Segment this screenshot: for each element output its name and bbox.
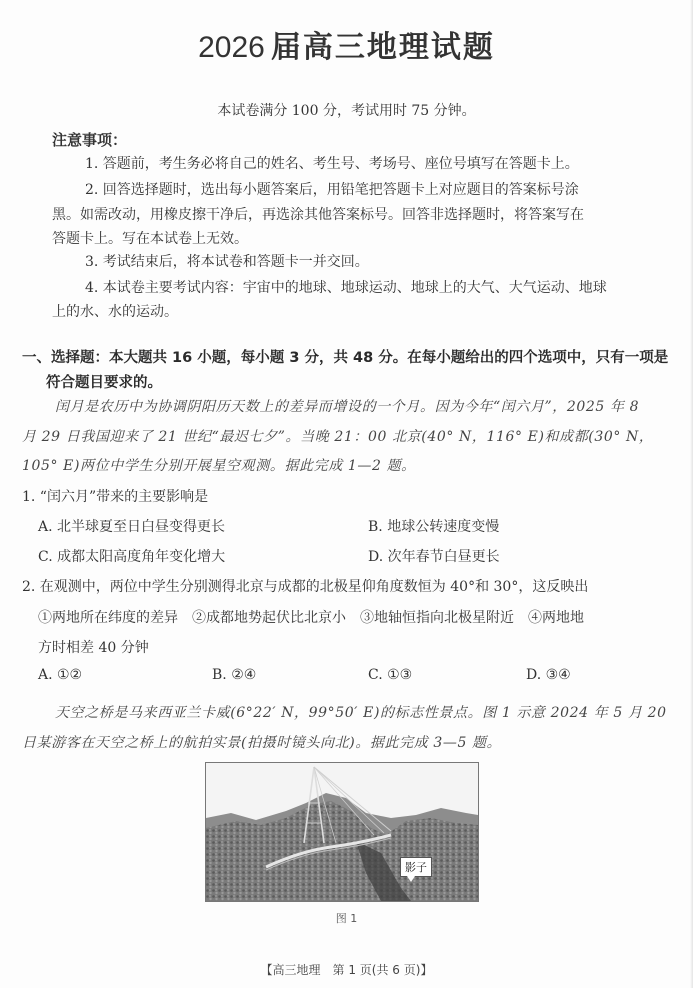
question-2-option-a[interactable]: A. ①② bbox=[38, 667, 83, 683]
question-1-stem: 1. “闰六月”带来的主要影响是 bbox=[22, 489, 209, 505]
question-2-option-b[interactable]: B. ②④ bbox=[212, 667, 257, 683]
notice-item-2: 2. 回答选择题时，选出每小题答案后，用铅笔把答题卡上对应题目的答案标号涂 bbox=[85, 182, 579, 198]
section-heading-cont: 符合题目要求的。 bbox=[46, 375, 162, 391]
question-1-option-b[interactable]: B. 地球公转速度变慢 bbox=[368, 519, 500, 535]
section-heading: 一、选择题：本大题共 16 小题，每小题 3 分，共 48 分。在每小题给出的四个选项中，只有一项是 bbox=[22, 350, 669, 366]
figure-1-sky-bridge-photo bbox=[205, 762, 479, 902]
exam-info: 本试卷满分 100 分，考试用时 75 分钟。 bbox=[217, 103, 476, 119]
question-2-option-c[interactable]: C. ①③ bbox=[368, 667, 413, 683]
question-1-option-c[interactable]: C. 成都太阳高度角年变化增大 bbox=[38, 549, 226, 565]
notice-item-2-cont: 黑。如需改动，用橡皮擦干净后，再选涂其他答案标号。回答非选择题时，将答案写在 bbox=[52, 207, 584, 223]
passage-1-line-1: 闰月是农历中为协调阴阳历天数上的差异而增设的一个月。因为今年“闰六月”，2025 年 8 bbox=[55, 399, 640, 415]
title-text: 届高三地理试题 bbox=[270, 30, 495, 65]
notice-item-4-cont: 上的水、水的运动。 bbox=[52, 304, 178, 320]
notice-heading: 注意事项： bbox=[52, 131, 128, 149]
figure-1-caption: 图 1 bbox=[335, 912, 358, 925]
question-2-option-d[interactable]: D. ③④ bbox=[526, 667, 571, 683]
notice-item-4: 4. 本试卷主要考试内容：宇宙中的地球、地球运动、地球上的大气、大气运动、地球 bbox=[85, 280, 607, 296]
shadow-label: 影子 bbox=[400, 857, 432, 877]
passage-1-line-3: 105° E)两位中学生分别开展星空观测。据此完成 1—2 题。 bbox=[22, 458, 416, 474]
mountain-bridge-illustration bbox=[206, 763, 478, 901]
question-1-option-a[interactable]: A. 北半球夏至日白昼变得更长 bbox=[38, 519, 226, 535]
passage-2-line-1: 天空之桥是马来西亚兰卡威(6°22′ N，99°50′ E)的标志性景点。图 1 示意 2024 年 5 月 20 bbox=[55, 705, 667, 721]
notice-item-1: 1. 答题前，考生务必将自己的姓名、考生号、考场号、座位号填写在答题卡上。 bbox=[85, 156, 579, 172]
question-2-statements: ①两地所在纬度的差异 ②成都地势起伏比北京小 ③地轴恒指向北极星附近 ④两地地 bbox=[38, 610, 584, 626]
question-1-option-d[interactable]: D. 次年春节白昼更长 bbox=[368, 549, 500, 565]
page-title bbox=[0, 22, 693, 66]
passage-2-line-2: 日某游客在天空之桥上的航拍实景(拍摄时镜头向北)。据此完成 3—5 题。 bbox=[22, 735, 502, 751]
passage-1-line-2: 月 29 日我国迎来了 21 世纪“最迟七夕”。当晚 21：00 北京(40° N，116° E)和成都(30° N， bbox=[22, 429, 654, 445]
question-2-stem: 2. 在观测中，两位中学生分别测得北京与成都的北极星仰角度数恒为 40°和 30°，这反映出 bbox=[22, 579, 589, 595]
title-year: 2026 bbox=[198, 31, 265, 64]
question-2-statements-cont: 方时相差 40 分钟 bbox=[38, 640, 149, 656]
notice-item-2-cont2: 答题卡上。写在本试卷上无效。 bbox=[52, 231, 248, 247]
page-footer: 【高三地理 第 1 页(共 6 页)】 bbox=[260, 963, 433, 977]
notice-item-3: 3. 考试结束后，将本试卷和答题卡一并交回。 bbox=[85, 254, 369, 270]
